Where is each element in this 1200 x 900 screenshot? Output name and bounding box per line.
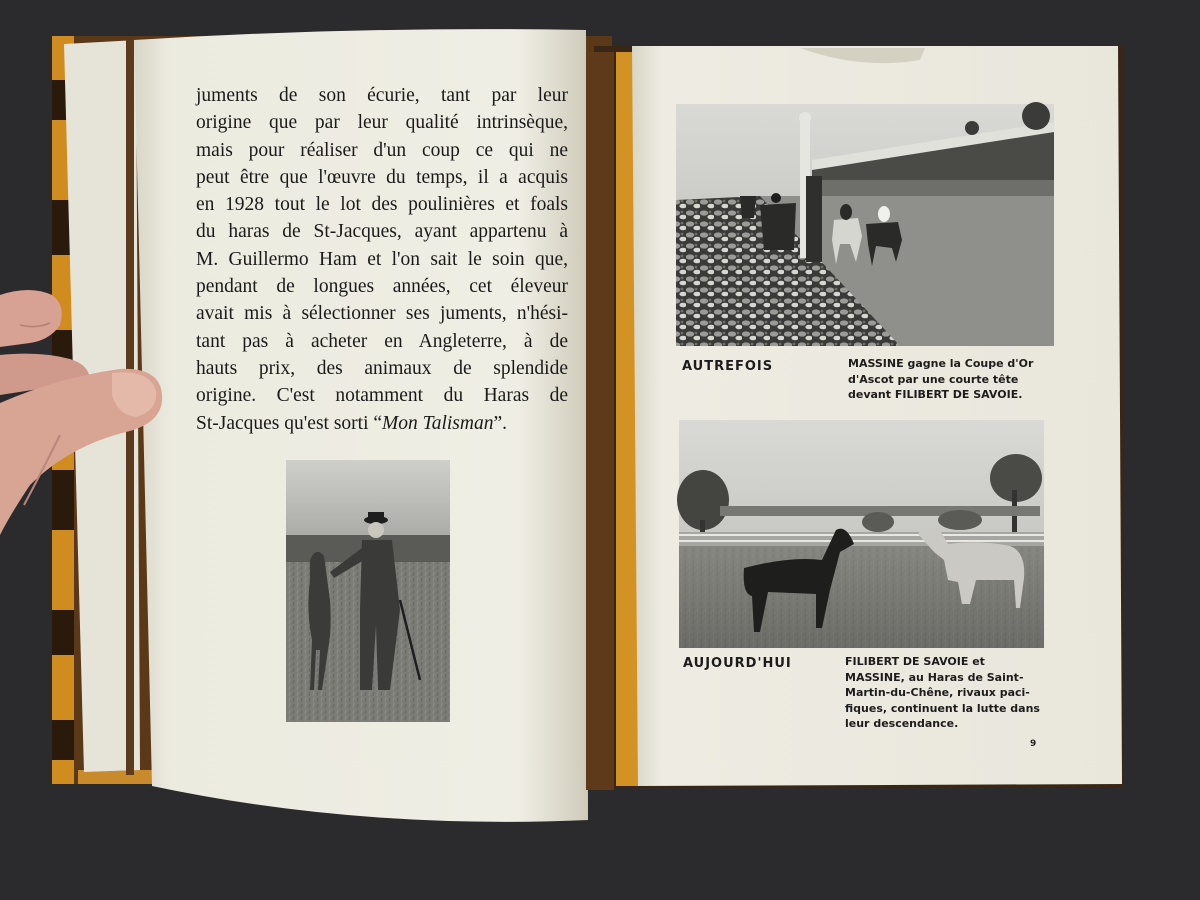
caption-bottom-label: AUJOURD'HUI [683,656,792,671]
paragraph-line: M. Guillermo Ham et l'on sait le soin que, [196,248,568,270]
caption-bottom-text [845,654,1040,732]
caption-line: FILIBERT DE SAVOIE et [845,655,985,668]
photo-racecourse [676,102,1054,346]
photo-man-with-foal [286,460,450,722]
caption-line: Martin-du-Chêne, rivaux paci- [845,686,1030,699]
paragraph-line: du haras de St-Jacques, ayant appartenu à [196,221,568,243]
last-line-prefix: St-Jacques qu'est sorti “ [196,412,383,434]
paragraph-line: tant pas à acheter en Angleterre, à de [196,330,568,352]
horse-name-italic: Mon Talisman [382,412,494,434]
paragraph-line: peut être que l'œuvre du temps, il a acquis [196,166,568,188]
paragraph-line: avait mis à sélectionner ses juments, n'hési- [196,303,568,325]
paragraph-line: origine que par leur qualité intrinsèque, [196,112,568,134]
paragraph-line: origine. C'est notamment du Haras de [196,385,568,407]
caption-line: devant FILIBERT DE SAVOIE. [848,388,1023,401]
body-paragraph [196,82,568,437]
page-number: 9 [1030,739,1037,749]
caption-line: leur descendance. [845,717,959,730]
paragraph-line: juments de son écurie, tant par leur [196,85,568,106]
caption-line: fiques, continuent la lutte dans [845,701,1040,715]
paragraph-line: mais pour réaliser d'un coup ce qui ne [196,139,568,161]
photo-horses-field [677,420,1044,648]
caption-line: MASSINE gagne la Coupe d'Or [848,357,1034,370]
paragraph-line: hauts prix, des animaux de splendide [196,357,568,379]
caption-top-text [848,356,1033,403]
caption-line: MASSINE, au Haras de Saint- [845,670,1024,684]
paragraph-line: en 1928 tout le lot des poulinières et foals [196,194,568,216]
paragraph-last-line [196,410,568,437]
last-line-suffix: ”. [493,412,507,434]
caption-top-label: AUTREFOIS [682,359,774,374]
hand-holding-book [0,285,170,615]
paragraph-line: pendant de longues années, cet éleveur [196,276,568,298]
caption-line: d'Ascot par une courte tête [848,372,1019,386]
